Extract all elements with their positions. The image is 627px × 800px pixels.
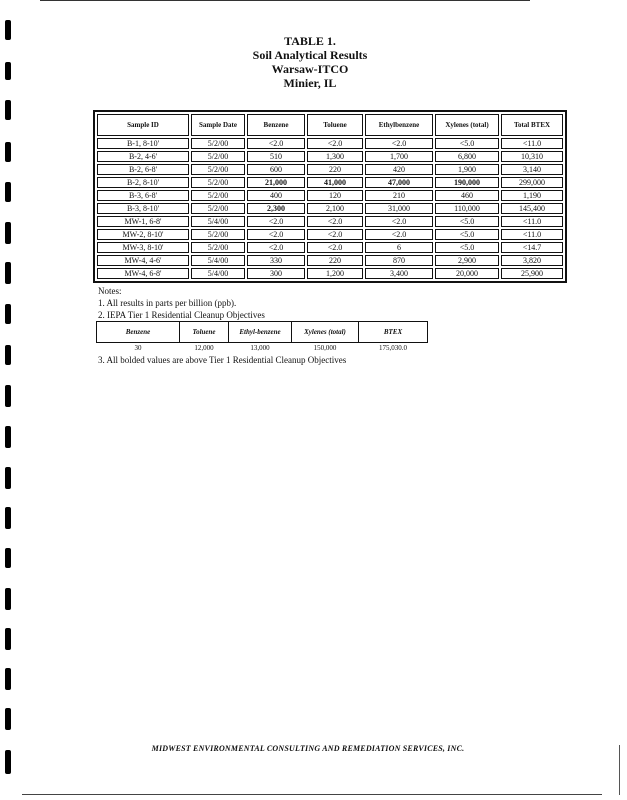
table-cell: 2,900 bbox=[435, 255, 499, 266]
table-cell: <14.7 bbox=[501, 242, 563, 253]
table-cell: 5/2/00 bbox=[191, 190, 245, 201]
table-cell: <2.0 bbox=[365, 138, 433, 149]
tier-column-header: Ethyl-benzene bbox=[229, 322, 292, 343]
table-cell: <2.0 bbox=[307, 138, 363, 149]
binder-hole bbox=[5, 262, 11, 284]
table-cell: B-1, 8-10' bbox=[97, 138, 189, 149]
table-cell: <5.0 bbox=[435, 242, 499, 253]
table-row bbox=[97, 216, 563, 227]
table-cell: 300 bbox=[247, 268, 305, 279]
table-cell: MW-1, 6-8' bbox=[97, 216, 189, 227]
table-cell: 6 bbox=[365, 242, 433, 253]
table-cell: 220 bbox=[307, 164, 363, 175]
table-cell: MW-4, 6-8' bbox=[97, 268, 189, 279]
binder-hole bbox=[5, 100, 11, 120]
table-cell: 25,900 bbox=[501, 268, 563, 279]
table-cell: 1,700 bbox=[365, 151, 433, 162]
table-cell: 190,000 bbox=[435, 177, 499, 188]
table-cell: <2.0 bbox=[247, 229, 305, 240]
table-cell: <11.0 bbox=[501, 216, 563, 227]
table-cell: 5/4/00 bbox=[191, 268, 245, 279]
column-header: Sample Date bbox=[191, 114, 245, 136]
table-cell: <5.0 bbox=[435, 229, 499, 240]
column-header: Ethylbenzene bbox=[365, 114, 433, 136]
table-cell: B-2, 6-8' bbox=[97, 164, 189, 175]
table-row bbox=[97, 151, 563, 162]
binder-hole bbox=[5, 142, 11, 162]
tier-column-header: BTEX bbox=[359, 322, 428, 343]
table-cell: 1,900 bbox=[435, 164, 499, 175]
table-cell: 1,300 bbox=[307, 151, 363, 162]
binder-hole bbox=[5, 507, 11, 529]
note-3: 3. All bolded values are above Tier 1 Residential Cleanup Objectives bbox=[98, 355, 347, 365]
table-cell: MW-4, 4-6' bbox=[97, 255, 189, 266]
table-cell: 870 bbox=[365, 255, 433, 266]
table-row bbox=[97, 203, 563, 214]
table-row bbox=[97, 164, 563, 175]
table-cell: 3,820 bbox=[501, 255, 563, 266]
table-cell: 1,190 bbox=[501, 190, 563, 201]
binder-hole bbox=[5, 222, 11, 244]
table-cell: <2.0 bbox=[247, 242, 305, 253]
tier-value-row bbox=[97, 343, 428, 354]
tier-column-header: Xylenes (total) bbox=[292, 322, 359, 343]
table-title bbox=[190, 34, 430, 90]
binder-hole bbox=[5, 182, 11, 202]
table-cell: 5/2/00 bbox=[191, 229, 245, 240]
table-cell: <2.0 bbox=[365, 229, 433, 240]
tier-value-cell: 30 bbox=[134, 344, 142, 352]
table-cell: 5/2/00 bbox=[191, 242, 245, 253]
table-cell: 2,300 bbox=[247, 203, 305, 214]
table-row bbox=[97, 268, 563, 279]
table-cell: 21,000 bbox=[247, 177, 305, 188]
title-line-3: Warsaw-ITCO bbox=[271, 62, 349, 76]
table-cell: 120 bbox=[307, 190, 363, 201]
table-cell: 460 bbox=[435, 190, 499, 201]
tier-value-cell: 13,000 bbox=[250, 344, 270, 352]
table-cell: 5/2/00 bbox=[191, 203, 245, 214]
table-cell: 1,200 bbox=[307, 268, 363, 279]
table-row bbox=[97, 138, 563, 149]
table-cell: 220 bbox=[307, 255, 363, 266]
table-cell: 600 bbox=[247, 164, 305, 175]
table-cell: 5/2/00 bbox=[191, 151, 245, 162]
note-1: 1. All results in parts per billion (ppb). bbox=[98, 298, 237, 308]
column-header: Benzene bbox=[247, 114, 305, 136]
binder-hole bbox=[5, 750, 11, 774]
binder-hole bbox=[5, 708, 11, 730]
table-row bbox=[97, 255, 563, 266]
table-cell: <5.0 bbox=[435, 216, 499, 227]
column-header: Total BTEX bbox=[501, 114, 563, 136]
table-cell: 20,000 bbox=[435, 268, 499, 279]
notes-heading: Notes: bbox=[98, 286, 122, 296]
soil-results-table bbox=[93, 110, 567, 283]
table-cell: MW-3, 8-10' bbox=[97, 242, 189, 253]
table-cell: B-3, 8-10' bbox=[97, 203, 189, 214]
table-cell: B-3, 6-8' bbox=[97, 190, 189, 201]
tier-value-cell: 175,030.0 bbox=[379, 344, 407, 352]
table-cell: <2.0 bbox=[307, 216, 363, 227]
table-cell: 47,000 bbox=[365, 177, 433, 188]
title-line-1: TABLE 1. bbox=[284, 34, 336, 48]
note-2: 2. IEPA Tier 1 Residential Cleanup Objectives bbox=[98, 310, 265, 320]
tier-header-row bbox=[97, 322, 428, 343]
title-line-4: Minier, IL bbox=[283, 76, 337, 90]
table-cell: 510 bbox=[247, 151, 305, 162]
table-cell: 31,000 bbox=[365, 203, 433, 214]
table-cell: 420 bbox=[365, 164, 433, 175]
title-line-2: Soil Analytical Results bbox=[252, 48, 368, 62]
table-row bbox=[97, 177, 563, 188]
company-footer: MIDWEST ENVIRONMENTAL CONSULTING AND REMEDIATION SERVICES, INC. bbox=[151, 744, 465, 753]
binder-hole bbox=[5, 20, 11, 40]
binder-hole bbox=[5, 345, 11, 365]
table-cell: 330 bbox=[247, 255, 305, 266]
column-header: Xylenes (total) bbox=[435, 114, 499, 136]
table-cell: <11.0 bbox=[501, 229, 563, 240]
table-cell: <2.0 bbox=[365, 216, 433, 227]
table-cell: 2,100 bbox=[307, 203, 363, 214]
table-cell: 3,140 bbox=[501, 164, 563, 175]
header-row bbox=[97, 114, 563, 136]
table-cell: <2.0 bbox=[307, 242, 363, 253]
table-row bbox=[97, 229, 563, 240]
binder-hole bbox=[5, 548, 11, 568]
table-cell: 400 bbox=[247, 190, 305, 201]
table-cell: 10,310 bbox=[501, 151, 563, 162]
binder-hole bbox=[5, 385, 11, 407]
top-scan-line bbox=[40, 0, 530, 1]
table-row bbox=[97, 190, 563, 201]
table-cell: B-2, 4-6' bbox=[97, 151, 189, 162]
tier1-objectives-table bbox=[96, 321, 428, 353]
table-cell: 5/4/00 bbox=[191, 255, 245, 266]
tier-value-cell: 150,000 bbox=[313, 344, 337, 352]
binder-hole bbox=[5, 628, 11, 650]
table-cell: 145,400 bbox=[501, 203, 563, 214]
table-cell: <2.0 bbox=[307, 229, 363, 240]
tier-value-cell: 12,000 bbox=[194, 344, 214, 352]
table-cell: 5/2/00 bbox=[191, 164, 245, 175]
notes bbox=[98, 285, 265, 321]
table-row bbox=[97, 242, 563, 253]
table-cell: <2.0 bbox=[247, 138, 305, 149]
table-cell: 299,000 bbox=[501, 177, 563, 188]
binder-hole bbox=[5, 668, 11, 690]
binder-hole bbox=[5, 304, 11, 324]
binder-hole bbox=[5, 62, 11, 80]
binder-hole bbox=[5, 588, 11, 610]
table-cell: 5/2/00 bbox=[191, 177, 245, 188]
table-cell: 5/2/00 bbox=[191, 138, 245, 149]
table-cell: 6,800 bbox=[435, 151, 499, 162]
table-cell: 3,400 bbox=[365, 268, 433, 279]
table-cell: <2.0 bbox=[247, 216, 305, 227]
column-header: Sample ID bbox=[97, 114, 189, 136]
column-header: Toluene bbox=[307, 114, 363, 136]
bottom-scan-line bbox=[22, 794, 602, 795]
table-cell: 41,000 bbox=[307, 177, 363, 188]
table-cell: 5/4/00 bbox=[191, 216, 245, 227]
table-cell: MW-2, 8-10' bbox=[97, 229, 189, 240]
table-cell: <11.0 bbox=[501, 138, 563, 149]
right-margin-mark bbox=[619, 745, 620, 795]
table-cell: 210 bbox=[365, 190, 433, 201]
binder-hole bbox=[5, 426, 11, 448]
tier-column-header: Benzene bbox=[97, 322, 180, 343]
table-cell: <5.0 bbox=[435, 138, 499, 149]
table-cell: 110,000 bbox=[435, 203, 499, 214]
tier-column-header: Toluene bbox=[180, 322, 229, 343]
table-cell: B-2, 8-10' bbox=[97, 177, 189, 188]
binder-hole bbox=[5, 467, 11, 489]
